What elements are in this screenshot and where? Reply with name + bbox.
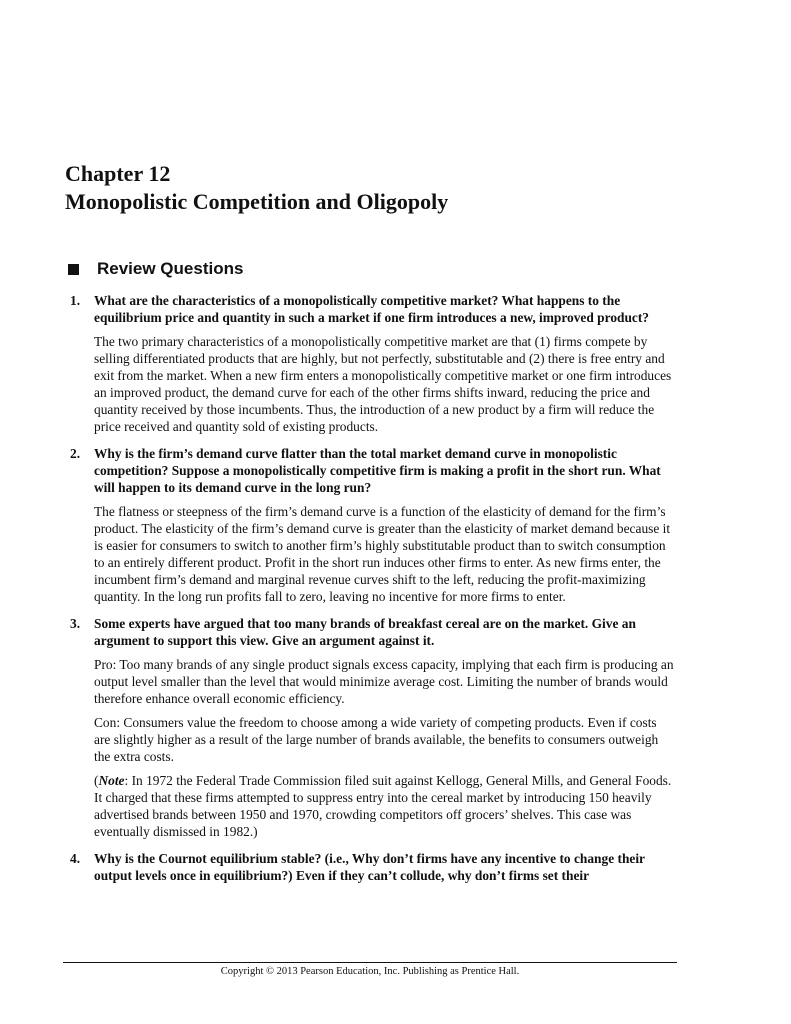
footer-copyright: Copyright © 2013 Pearson Education, Inc. Publishing as Prentice Hall. [220, 966, 520, 977]
question-item-4 [70, 850, 676, 884]
chapter-title [65, 160, 448, 216]
answer-paragraph-pro: Pro: Too many brands of any single product signals excess capacity, implying that each firm is producing an output level smaller than the level that would minimize average cost. Limiting the number of brands would therefore enhance overall economic efficiency. [94, 657, 674, 706]
note-label: Note [98, 773, 125, 788]
filled-square-icon [68, 264, 79, 275]
review-questions-list [70, 292, 676, 894]
section-heading [68, 258, 243, 280]
section-heading-text: Review Questions [97, 259, 244, 278]
answer-paragraph: The two primary characteristics of a monopolistically competitive market are that (1) firms compete by selling differentiated products that are highly, but not perfectly, substitutable and (2) there is free entry and exit from the market. When a new firm enters a monopolistically competitive market or one firm introduces an improved product, the demand curve for each of the other firms shifts inward, reducing the price and quantity received by those incumbents. Thus, the introduction of a new product by a firm will reduce the price received and quantity sold of existing products. [94, 334, 672, 434]
question-item-1 [70, 292, 676, 435]
answer-paragraph-con: Con: Consumers value the freedom to choose among a wide variety of competing products. Even if costs are slightly higher as a result of the large number of brands available, the benefits to consumers outweigh the extra costs. [94, 715, 659, 764]
question-number: 2. [70, 446, 81, 461]
question-number: 1. [70, 293, 81, 308]
question-text: Some experts have argued that too many brands of breakfast cereal are on the market. Give an argument to support this view. Give an argument against it. [94, 616, 636, 648]
note-paragraph [94, 772, 676, 840]
question-text: Why is the firm’s demand curve flatter than the total market demand curve in monopolistic competition? Suppose a monopolistically competitive firm is making a profit in the short run. What will happen to its demand curve in the long run? [94, 446, 661, 495]
note-text: : In 1972 the Federal Trade Commission filed suit against Kellogg, General Mills, and General Foods. It charged that these firms attempted to suppress entry into the cereal market by introducing 150 heavily advertised brands between 1950 and 1970, crowding competitors off grocers’ shelves. This case was eventually dismissed in 1982.) [94, 773, 672, 839]
question-item-3 [70, 615, 676, 840]
footer-divider [63, 962, 677, 963]
answer-paragraph: The flatness or steepness of the firm’s demand curve is a function of the elasticity of demand for the firm’s product. The elasticity of the firm’s demand curve is greater than the elasticity of market demand because it is easier for consumers to switch to another firm’s highly substitutable product than to switch consumption to an entirely different product. Profit in the short run induces other firms to enter. As new firms enter, the incumbent firm’s demand and marginal revenue curves shift to the left, reducing the profit-maximizing quantity. In the long run profits fall to zero, leaving no incentive for more firms to enter. [94, 504, 671, 604]
note-open-paren: ( [94, 773, 99, 788]
question-text: Why is the Cournot equilibrium stable? (i.e., Why don’t firms have any incentive to change their output levels once in equilibrium?) Even if they can’t collude, why don’t firms set their [94, 851, 645, 883]
question-number: 4. [70, 851, 81, 866]
question-text: What are the characteristics of a monopolistically competitive market? What happens to the equilibrium price and quantity in such a market if one firm introduces a new, improved product? [94, 293, 650, 325]
chapter-number: Chapter 12 [65, 161, 171, 186]
question-item-2 [70, 445, 676, 605]
question-number: 3. [70, 616, 81, 631]
chapter-name: Monopolistic Competition and Oligopoly [65, 189, 449, 214]
